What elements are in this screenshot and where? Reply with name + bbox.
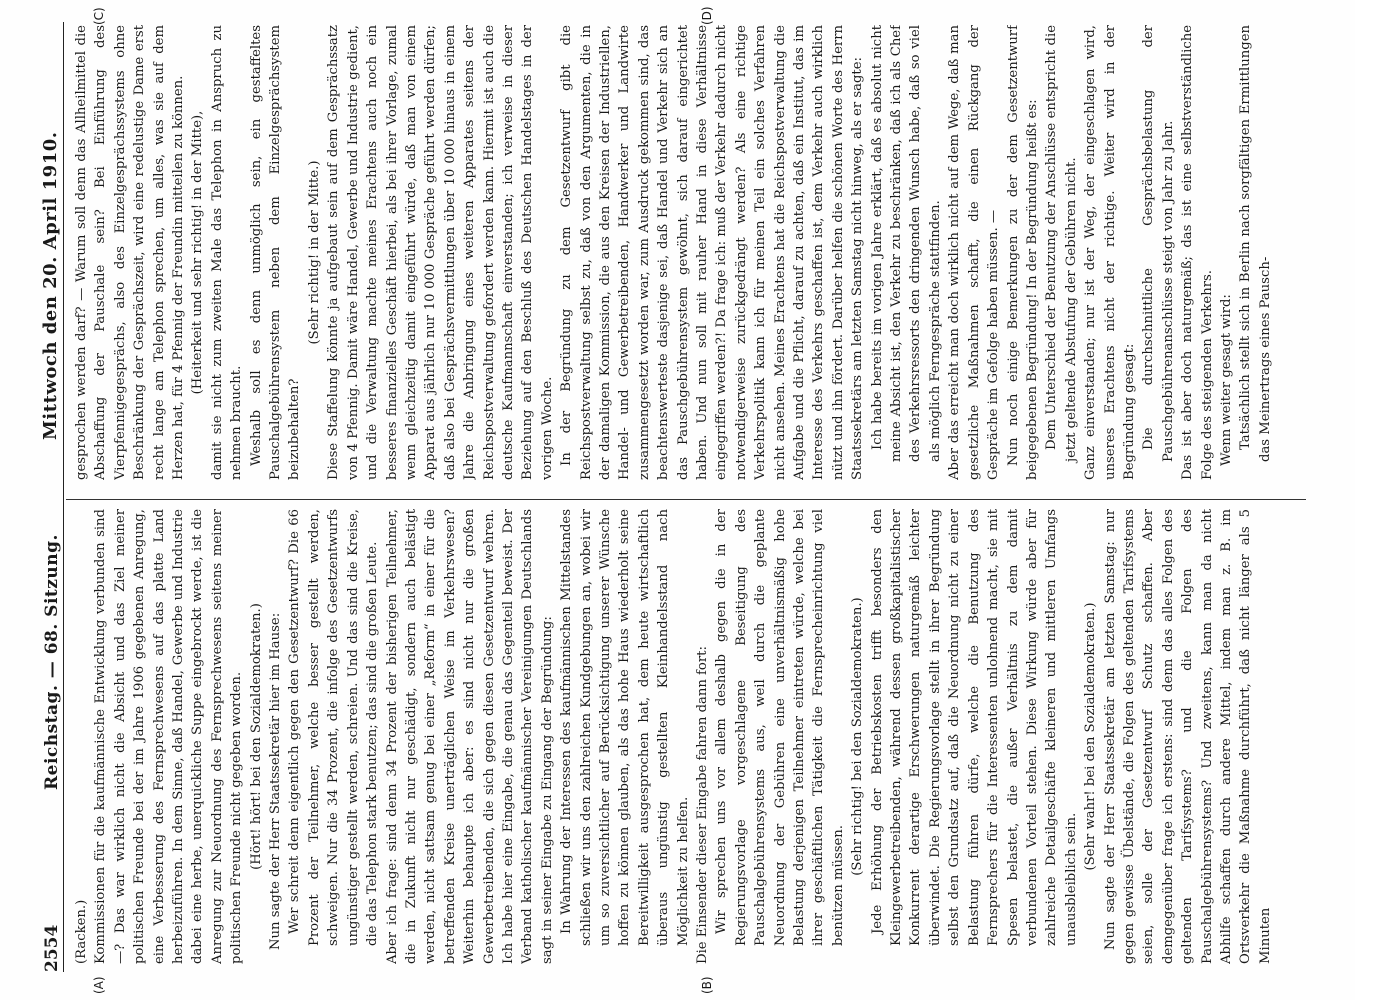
- left-text-column: [72, 509, 1300, 964]
- paragraph: Jede Erhöhung der Betriebskosten trifft besonders den Kleingewerbetreibenden, während dessen großkapitalistischer Konkurrent derartige Erschwerungen naturgemäß leichter überwindet. Die Regierungsvorlage stellt in ihrer Begründung selbst den Grundsatz auf, daß die Neuordnung nicht zu einer Belastung führen dürfe, welche die Benutzung des Fernsprechers für die Interessenten unlohnend macht, sie mit Spesen belastet, die außer Verhältnis zu dem damit verbundenen Vorteil stehen. Diese Wirkung würde aber für zahlreiche Detailgeschäfte kleineren und mittleren Umfangs unausbleiblich sein.: [869, 509, 1079, 946]
- paragraph: Wir sprechen uns vor allem deshalb gegen die in der Regierungsvorlage vorgeschlagene Beseitigung des Pauschalgebührensystems aus, weil durch die geplante Neuordnung der Gebühren eine unverhältnismäßig hohe Belastung derjenigen Teilnehmer eintreten würde, welche bei ihrer geschäftlichen Tätigkeit die Fernsprecheinrichtung viel benützen müssen.: [714, 509, 846, 946]
- paragraph: (Heiterkeit und sehr richtig! in der Mitte),: [190, 110, 206, 395]
- paragraph: (Sehr richtig! in der Mitte.): [306, 160, 322, 345]
- paragraph: (Racken.): [74, 899, 89, 964]
- right-text-column: [72, 25, 1300, 480]
- paragraph: Aber ich frage: sind denn 34 Prozent der bisherigen Teilnehmer, die in Zukunft nicht nur geschädigt, sondern auch belästigt werden, nicht sattsam genug bei einer „Reform“ in einer für die betreffenden Kreise unerträglichen Weise im Verkehrswesen? Weiterhin behaupte ich aber: es sind nicht nur die großen Gewerbetreibenden, die sich gegen diesen Gesetzentwurf wehren. Ich habe hier eine Eingabe, die genau das Gegenteil beweist. Der Verband katholischer kaufmännischer Vereinigungen Deutschlands sagt in seiner Eingabe zu Eingang der Begründung:: [384, 509, 555, 964]
- paragraph: (Sehr richtig! bei den Sozialdemokraten.): [850, 597, 866, 876]
- paragraph: Die durchschnittliche Gesprächsbelastung der Pauschgebührenanschlüsse steigt von Jahr zu Jahr.: [1141, 25, 1176, 462]
- paragraph: In der Begründung zu dem Gesetzentwurf gibt die Reichspostverwaltung selbst zu, daß von den Argumenten, die in der damaligen Kommission, die aus den Kreisen der Industriellen, Handel- und Gewerbetreibenden, Handwerker und Landwirte zusammengesetzt worden war, zum Ausdruck gekommen sind, das beachtenswerteste dasjenige sei, daß Handel und Verkehr sich an das Pauschgebührensystem gewöhnt, sich darauf eingerichtet haben. Und nun soll mit rauher Hand in diese Verhältnisse eingegriffen werden?! Da frage ich: muß der Verkehr dadurch nicht notwendigerweise zurückgedrängt werden? Als eine richtige Verkehrspolitik kann ich für meinen Teil ein solches Verfahren nicht ansehen. Meines Erachtens hat die Reichspostverwaltung die Aufgabe und die Pflicht, darauf zu achten, daß ein Institut, das im Interesse des Verkehrs geschaffen ist, dem Verkehr auch wirklich nützt und ihn fördert. Darüber helfen die schönen Worte des Herrn Staatssekretärs am letzten Samstag nicht hinweg, als er sagte:: [559, 25, 866, 480]
- paragraph: Nun noch einige Bemerkungen zu der dem Gesetzentwurf beigegebenen Begründung! In der Begründung heißt es:: [1005, 25, 1040, 480]
- paragraph: Die Einsender dieser Eingabe fahren dann fort:: [695, 646, 710, 964]
- paragraph: Das ist aber doch naturgemäß; das ist eine selbstverständliche Folge des steigenden Verkehrs.: [1180, 25, 1215, 480]
- paragraph: Diese Staffelung könnte ja aufgebaut sein auf dem Gesprächssatz von 4 Pfennig. Damit wäre Handel, Gewerbe und Industrie gedient, und die Verwaltung machte meines Erachtens auch noch ein besseres finanzielles Geschäft hierbei, als bei ihrer Vorlage, zumal wenn gleichzeitig damit eingeführt würde, daß man von einem Apparat aus jährlich nur 10 000 Gespräche geführt werden dürfen; daß also bei Gesprächsvermittlungen über 10 000 hinaus in einem Jahre die Anbringung eines weiteren Apparates seitens der Reichspostverwaltung gefordert werden kann. Hiermit ist auch die deutsche Kaufmannschaft einverstanden; ich verweise in dieser Beziehung auf den Beschluß des Deutschen Handelstages in der vorigen Woche.: [326, 25, 555, 480]
- running-title: Reichstag. — 68. Sitzung.: [42, 534, 62, 790]
- paragraph: Wer schreit denn eigentlich gegen den Gesetzentwurf? Die 66 Prozent der Teilnehmer, welche besser gestellt werden, schweigen. Nur die 34 Prozent, die infolge des Gesetzentwurfs ungünstiger gestellt werden, schreien. Und das sind die Kreise, die das Telephon stark benutzen; das sind die großen Leute.: [287, 509, 381, 946]
- paragraph: Ganz einverstanden; nur ist der Weg, der eingeschlagen wird, unseres Erachtens nicht der richtige. Weiter wird in der Begründung gesagt:: [1083, 25, 1137, 480]
- page-number: 2554: [42, 924, 62, 972]
- header-rule: [63, 22, 64, 972]
- column-divider: [66, 499, 1306, 500]
- margin-letter-b: (B): [700, 976, 714, 994]
- paragraph: damit sie nicht zum zweiten Male das Telephon in Anspruch zu nehmen braucht.: [209, 25, 245, 480]
- digitization-credit-strip: [1355, 0, 1383, 1000]
- paragraph: Wenn weiter gesagt wird:: [1218, 294, 1234, 466]
- paragraph: Nun sagte der Herr Staatssekretär am letzten Samstag: nur gegen gewisse Übelstände, die Folgen des geltenden Tarifsystems seien, solle der Gesetzentwurf Schutz schaffen. Aber demgegenüber frage ich erstens: sind denn das alles Folgen des geltenden Tarifsystems? und die Folgen des Pauschalgebührensystems? Und zweitens, kann man da nicht Abhilfe schaffen durch andere Mittel, indem man z. B. im Ortsverkehr die Maßnahme durchführt, daß nicht länger als 5 Minuten: [1102, 509, 1273, 964]
- paragraph: Nun sagte der Herr Staatssekretär hier im Hause:: [268, 612, 284, 950]
- paragraph: (Sehr wahr! bei den Sozialdemokraten.): [1083, 602, 1099, 871]
- paragraph: In Wahrung der Interessen des kaufmännischen Mittelstandes schließen wir uns den zahlreichen Kundgebungen an, wobei wir um so zuversichtlicher auf Berücksichtigung unserer Wünsche hoffen zu können glauben, als das hohe Haus wiederholt seine Bereitwilligkeit ausgesprochen hat, dem heute wirtschaftlich überaus ungünstig gestellten Kleinhandelsstand nach Möglichkeit zu helfen.: [559, 509, 691, 946]
- paragraph: Kommissionen für die kaufmännische Entwicklung verbunden sind —? Das war wirklich nicht die Absicht und das Ziel meiner politischen Freunde bei der im Jahre 1906 gegebenen Anregung, eine Verbesserung des Fernsprechwesens auf das platte Land herbeizuführen. In dem Sinne, daß Handel, Gewerbe und Industrie dabei eine herbe, unerquickliche Suppe eingebrockt werde, ist die Anregung zur Neuordnung des Fernsprechwesens seitens meiner politischen Freunde nicht gegeben worden.: [93, 509, 245, 964]
- paragraph: Ich habe bereits im vorigen Jahre erklärt, daß es absolut nicht meine Absicht ist, den Verkehr zu beschränken, daß ich als Chef des Verkehrsressorts den dringenden Wunsch habe, daß so viel als möglich Ferngespräche stattfinden.: [869, 25, 943, 462]
- paragraph: (Hört! hört! bei den Sozialdemokraten.): [248, 603, 264, 870]
- margin-letter-d: (D): [700, 6, 714, 25]
- paragraph: Weshalb soll es denn unmöglich sein, ein gestaffeltes Pauschalgebührensystem neben dem Einzelgesprächsystem beizubehalten?: [248, 25, 303, 480]
- paragraph: gesprochen werden darf? — Warum soll denn das Allheilmittel die Abschaffung der Pauschale sein? Bei Einführung des Vierpfennigegesprächs, also des Einzelgesprächssystems ohne Beschränkung der Gesprächszeit, wird eine redelustige Dame erst recht lange am Telephon sprechen, um alles, was sie auf dem Herzen hat, für 4 Pfennig der Freundin mitteilen zu können.: [74, 25, 187, 480]
- margin-letter-c: (C): [92, 7, 106, 25]
- margin-letter-a: (A): [92, 976, 106, 994]
- paragraph: Aber das erreicht man doch wirklich nicht auf dem Wege, daß man gesetzliche Maßnahmen schafft, die einen Rückgang der Gespräche im Gefolge haben müssen. —: [947, 25, 1002, 480]
- paragraph: Tatsächlich stellt sich in Berlin nach sorgfältigen Ermittlungen das Meinertrags eines Pausch-: [1238, 25, 1273, 462]
- paragraph: Dem Unterschied der Benutzung der Anschlüsse entspricht die jetzt geltende Abstufung der Gebühren nicht.: [1044, 25, 1079, 462]
- session-date: Mittwoch den 20. April 1910.: [40, 131, 61, 440]
